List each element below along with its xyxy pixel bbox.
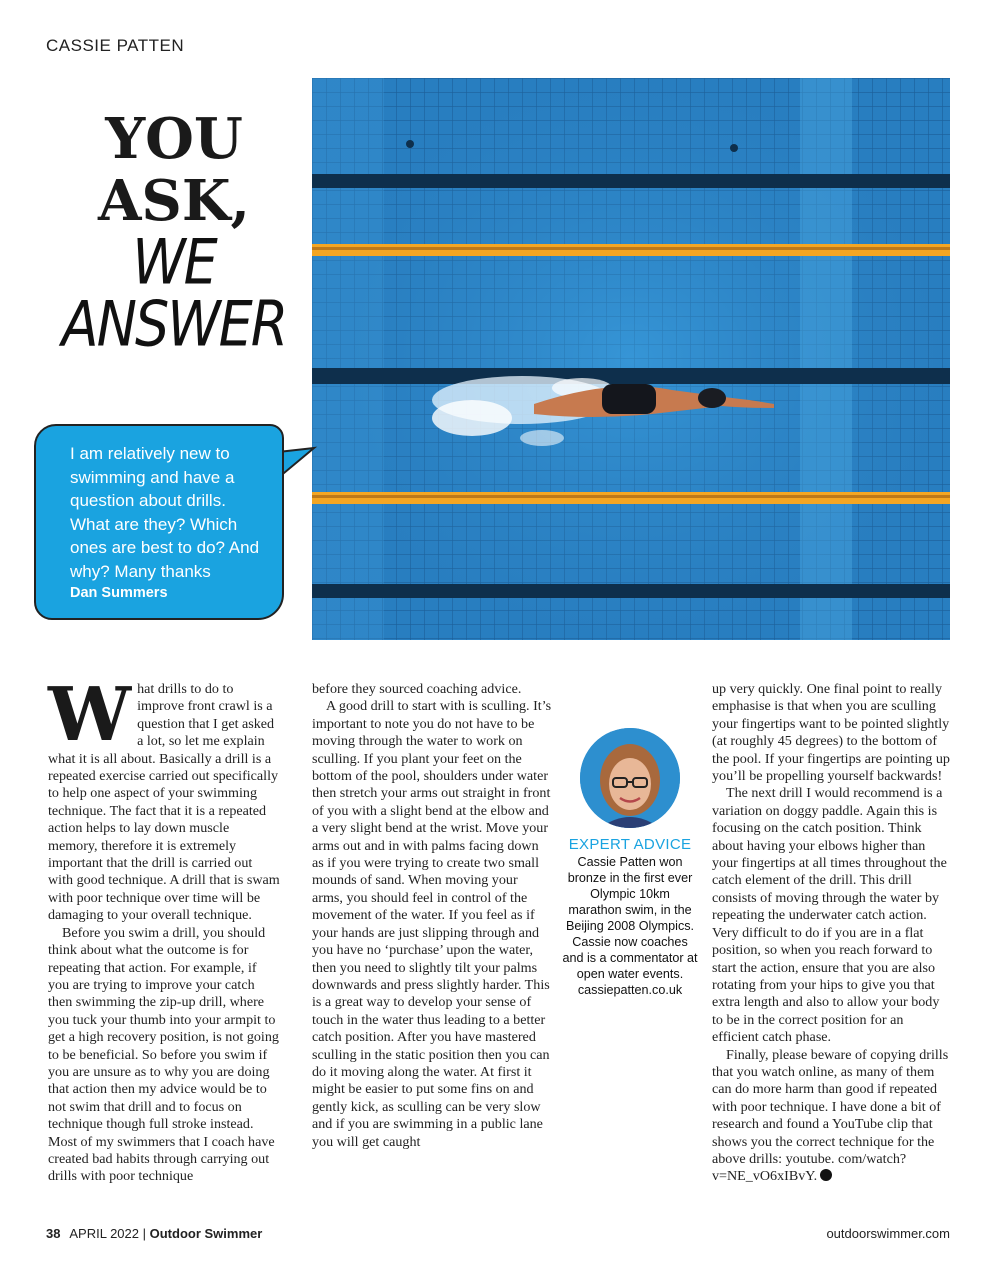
reader-question: I am relatively new to swimming and have a question about drills. What are they? Which ones are best to do? And why? Many thanks: [70, 444, 260, 581]
expert-portrait-illustration: [580, 728, 680, 828]
article-paragraph: A good drill to start with is sculling. It’s important to note you do not have to be moving through the water to work on sculling. If you plant your feet on the bottom of the pool, shoulders under water then stretch your arms out straight in front of you with a slight bend at the elbow and a very slight bend at the wrist. Move your arms out and in with palms facing down as if you were trying to create two small mounds of sand. When moving your arms, you should feel in control of the movement of the water. If you feel as if your hands are just slipping through and you have no ‘purchase’ upon the water, then you need to slightly tilt your palms downwards and press slightly harder. This is a great way to develop your sense of touch in the water thus leading to a better catch position. After you have mastered sculling in the static position then you can do it moving along the water. At first it might be easier to put some fins on and gently kick, as sculling can be very slow and if you are swimming in a public lane you will get caught: [312, 698, 552, 1150]
reader-name: Dan Summers: [70, 585, 168, 601]
page-number: 38: [46, 1226, 61, 1241]
pool-swimmer-illustration: [312, 78, 950, 640]
section-author-label: CASSIE PATTEN: [46, 36, 185, 55]
expert-bio: Cassie Patten won bronze in the first ever Olympic 10km marathon swim, in the Beijing 2008 Olympics. Cassie now coaches and is a commentator at open water events. cassiepatten.co.uk: [562, 855, 698, 997]
article-paragraph: hat drills to do to improve front crawl is a question that I get asked a lot, so let me explain what it is all about. Basically a drill is a repeated exercise carried out specifically to help one aspect of your swimming technique. The fact that it is a repeated action helps to lay down muscle memory, therefore it is extremely important that the drill is carried out with good technique. A drill that is swam with poor technique over time will be damaging to your overall technique.: [48, 681, 280, 924]
expert-portrait: [580, 728, 680, 828]
headline-line-3: WE: [132, 226, 216, 299]
article-column-2: [312, 681, 552, 1151]
speech-bubble-tail: [278, 446, 318, 482]
article-paragraph: Before you swim a drill, you should think about what the outcome is for repeating that action. For example, if you are trying to improve your catch then swimming the zip-up drill, where you tuck your thumb into your armpit to get a high recovery position, is not going to be beneficial. So before you swim if you are unsure as to why you are doing that action then my advice would be to not swim that drill and to focus on technique though full stroke instead. Most of my swimmers that I coach have created bad habits through carrying out drills with poor technique: [48, 924, 279, 1185]
article-paragraph: up very quickly. One final point to really emphasise is that when you are sculling your fingertips want to be pointed slightly (at roughly 45 degrees) to the bottom of the pool. If your fingertips are pointing up you’ll be propelling yourself backwards!: [712, 681, 950, 785]
headline-line-1: YOU: [105, 106, 243, 172]
article-paragraph-text: Finally, please beware of copying drills that you watch online, as many of them can do more harm than good if repeated with poor technique. I have done a bit of research and found a YouTube clip that shows you the correct technique for the above drills: youtube. com/watch?v=NE_vO6xIBvY.: [712, 1046, 949, 1185]
footer-folio: [46, 1226, 262, 1241]
headline-line-2: ASK,: [97, 168, 251, 234]
publication-name: Outdoor Swimmer: [149, 1226, 263, 1241]
reader-question-bubble: [34, 424, 284, 620]
headline-line-4: ANSWER: [61, 288, 287, 361]
headline: [44, 106, 304, 361]
article-paragraph-final: [712, 1047, 952, 1186]
drop-cap: W: [48, 672, 132, 758]
article-paragraph: before they sourced coaching advice.: [312, 681, 522, 697]
article-column-3: [712, 681, 952, 1186]
end-mark-icon: [820, 1169, 832, 1181]
footer-website: outdoorswimmer.com: [826, 1226, 950, 1241]
article-column-1: [48, 672, 280, 1186]
pool-swimmer-photo: [312, 78, 950, 640]
expert-advice-heading: EXPERT ADVICE: [568, 836, 692, 853]
issue-date: APRIL 2022 |: [69, 1226, 146, 1241]
article-paragraph: The next drill I would recommend is a variation on doggy paddle. Again this is focusing on the catch position. Think about having your elbows higher than your fingertips at all times throughout the catch element of the drill. This drill consists of moving through the water by repeating the underwater catch action. Very difficult to do if you are in a flat position, so when you reach forward to start the action, ensure that you are also rotating from your hips to give you that extra length and also to allow your body to be in the correct position for an efficient catch phase.: [712, 785, 947, 1046]
